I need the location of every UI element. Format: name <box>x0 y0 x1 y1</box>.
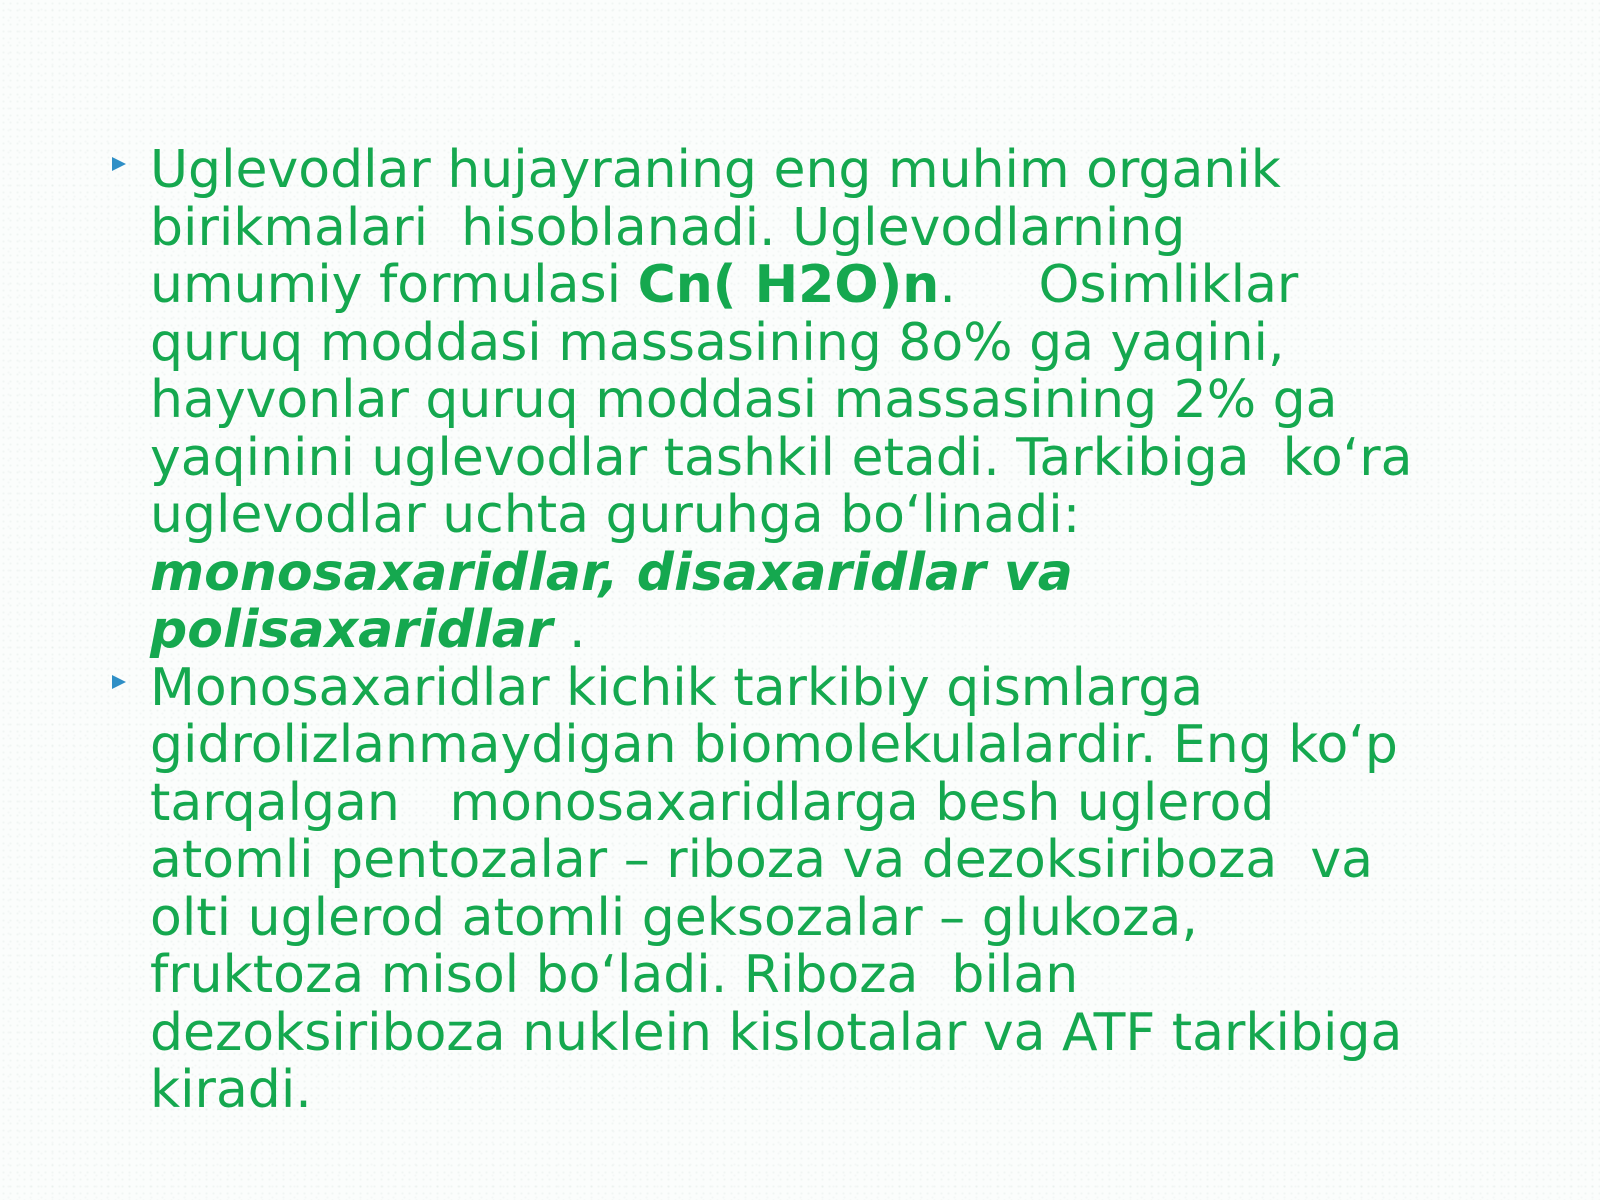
emphasis-text: polisaxaridlar <box>150 600 553 660</box>
text-line: quruq moddasi massasining 8o% ga yaqini, <box>150 312 1285 373</box>
text-line: dezoksiriboza nuklein kislotalar va ATF tarkibiga <box>150 1002 1403 1063</box>
text-line: kiradi. <box>150 1060 312 1120</box>
text-line: tarqalgan monosaxaridlarga besh uglerod <box>150 772 1275 833</box>
triangle-bullet-icon <box>112 675 126 689</box>
text-line: yaqinini uglevodlar tashkil etadi. Tarkibiga ko‘ra <box>150 427 1413 488</box>
text-line: Uglevodlar hujayraning eng muhim organik <box>150 140 1281 200</box>
text-line: uglevodlar uchta guruhga bo‘linadi: <box>150 485 1081 545</box>
text-line: Monosaxaridlar kichik tarkibiy qismlarga <box>150 657 1204 718</box>
text-line: umumiy formulasi Cn( H2O)n. Osimliklar <box>150 255 1299 315</box>
text-line: gidrolizlanmaydigan biomolekulalardir. Eng ko‘p <box>150 715 1398 775</box>
text-line: hayvonlar quruq moddasi massasining 2% ga <box>150 370 1338 430</box>
emphasis-text: monosaxaridlar, disaxaridlar va <box>150 542 1073 603</box>
bullet-item-carbohydrates <box>112 142 1512 660</box>
triangle-bullet-icon <box>112 157 126 171</box>
text-line: fruktoza misol bo‘ladi. Riboza bilan <box>150 945 1079 1005</box>
text-line: birikmalari hisoblanadi. Uglevodlarning <box>150 197 1186 258</box>
slide-body <box>112 142 1512 1120</box>
text-line: polisaxaridlar . <box>150 600 586 660</box>
text-line <box>150 542 1512 603</box>
text-line: atomli pentozalar – riboza va dezoksiriboza va <box>150 830 1373 890</box>
bullet-item-monosaccharides <box>112 657 1512 1120</box>
formula-text: Cn( H2O)n <box>637 255 940 315</box>
text-line: olti uglerod atomli geksozalar – glukoza, <box>150 887 1198 948</box>
